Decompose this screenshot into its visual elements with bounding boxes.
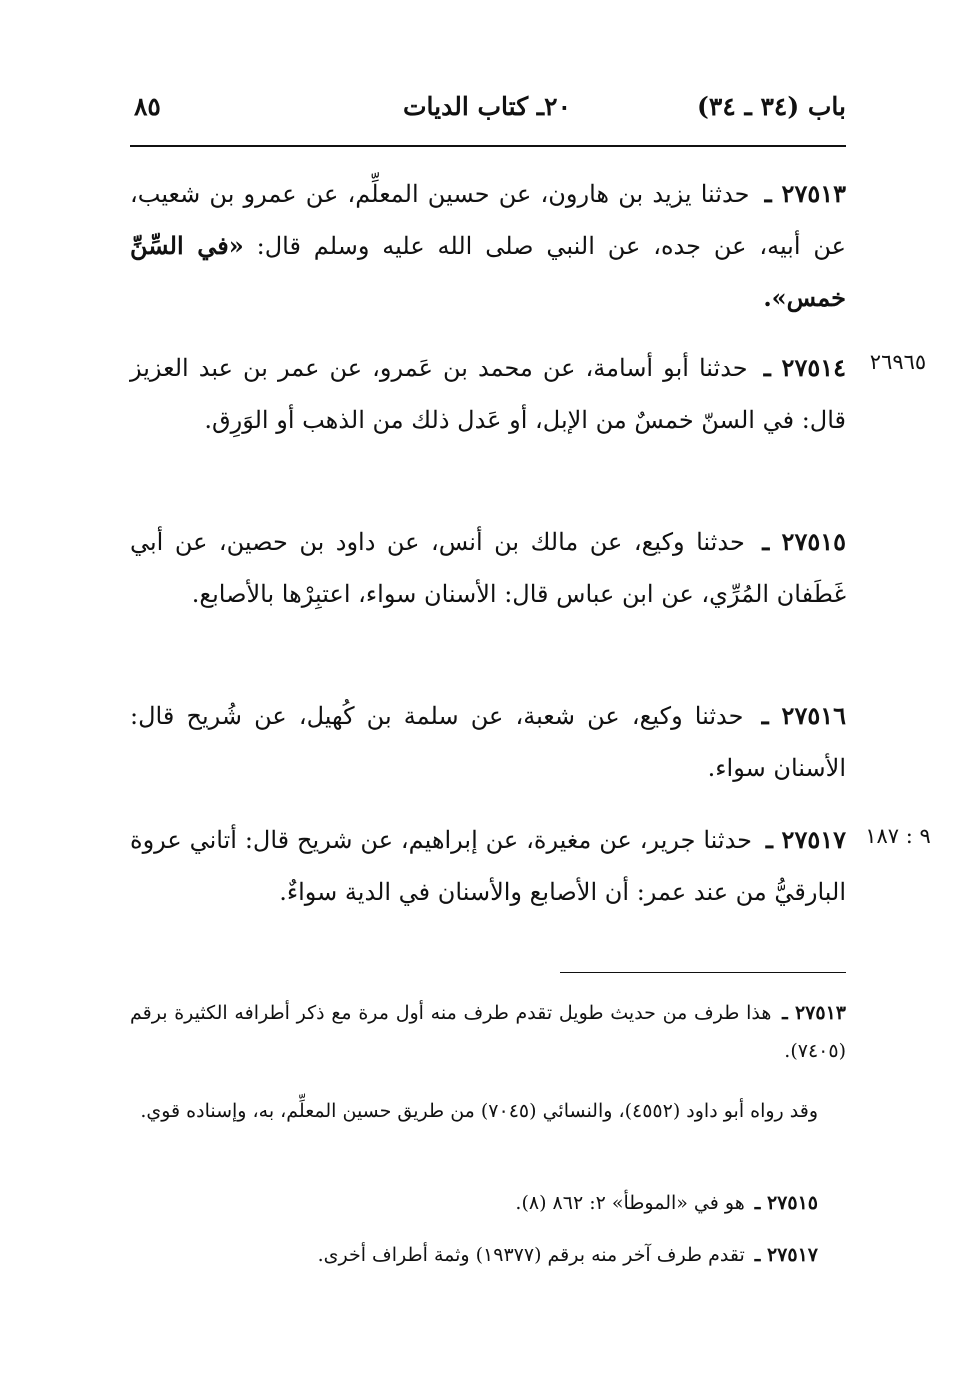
footnote-number: ٢٧٥١٣ ـ (782, 1002, 846, 1024)
hadith-text: حدثنا جرير، عن مغيرة، عن إبراهيم، عن شريح قال: أتاني عروة البارقيُّ من عند عمر: أن الأصابع والأسنان في الدية سواءٌ. (130, 826, 846, 906)
footnote (130, 1184, 846, 1222)
footnote-text: وقد رواه أبو داود (٤٥٥٢)، والنسائي (٧٠٤٥) من طريق حسين المعلِّم، به، وإسناده قوي. (140, 1100, 818, 1122)
footnote-text: هذا طرف من حديث طويل تقدم طرف منه أول مرة مع ذكر أطرافه الكثيرة برقم (٧٤٠٥). (130, 1002, 846, 1062)
hadith-entry (130, 690, 846, 794)
running-header (128, 92, 846, 132)
margin-reference: ٢٦٩٦٥ (869, 350, 927, 374)
hadith-number: ٢٧٥١٧ ـ (765, 825, 846, 854)
footnote-number: ٢٧٥١٥ ـ (754, 1192, 818, 1214)
footnote-text: هو في «الموطأ» ٢: ٨٦٢ (٨). (515, 1192, 745, 1214)
chapter-label: باب (٣٤ ـ ٣٤) (697, 92, 846, 121)
page-number: ٨٥ (134, 92, 161, 121)
footnote (130, 1236, 846, 1274)
footnote-divider (560, 972, 846, 973)
hadith-text: حدثنا أبو أسامة، عن محمد بن عَمرو، عن عمر بن عبد العزيز قال: في السنّ خمسٌ من الإبل، أو عَدل ذلك من الذهب أو الوَرِق. (130, 354, 846, 434)
hadith-number: ٢٧٥١٤ ـ (763, 353, 846, 382)
footnote (130, 1092, 846, 1130)
hadith-text: حدثنا يزيد بن هارون، عن حسين المعلِّم، عن عمرو بن شعيب، عن أبيه، عن جده، عن النبي صلى الله عليه وسلم قال: (130, 180, 846, 260)
hadith-text: حدثنا وكيع، عن مالك بن أنس، عن داود بن حصين، عن أبي غَطَفان المُرِّي، عن ابن عباس قال: الأسنان سواء، اعتبِرْها بالأصابع. (130, 528, 846, 608)
footnote-text: تقدم طرف آخر منه برقم (١٩٣٧٧) وثمة أطراف أخرى. (317, 1244, 745, 1266)
hadith-number: ٢٧٥١٥ ـ (762, 527, 846, 556)
header-divider (130, 145, 846, 147)
hadith-quote: «في السِّنِّ خمس». (130, 231, 846, 312)
hadith-number: ٢٧٥١٣ ـ (764, 179, 846, 208)
footnote-number: ٢٧٥١٧ ـ (754, 1244, 818, 1266)
hadith-text: حدثنا وكيع، عن شعبة، عن سلمة بن كُهيل، عن شُريح قال: الأسنان سواء. (130, 702, 846, 782)
hadith-entry (130, 814, 846, 918)
hadith-entry (130, 342, 846, 446)
hadith-entry (130, 516, 846, 620)
hadith-entry (130, 168, 846, 324)
footnote (130, 994, 846, 1070)
hadith-number: ٢٧٥١٦ ـ (761, 701, 846, 730)
margin-reference: ٩ : ١٨٧ (865, 824, 931, 848)
book-title: ٢٠ـ كتاب الديات (403, 92, 571, 121)
